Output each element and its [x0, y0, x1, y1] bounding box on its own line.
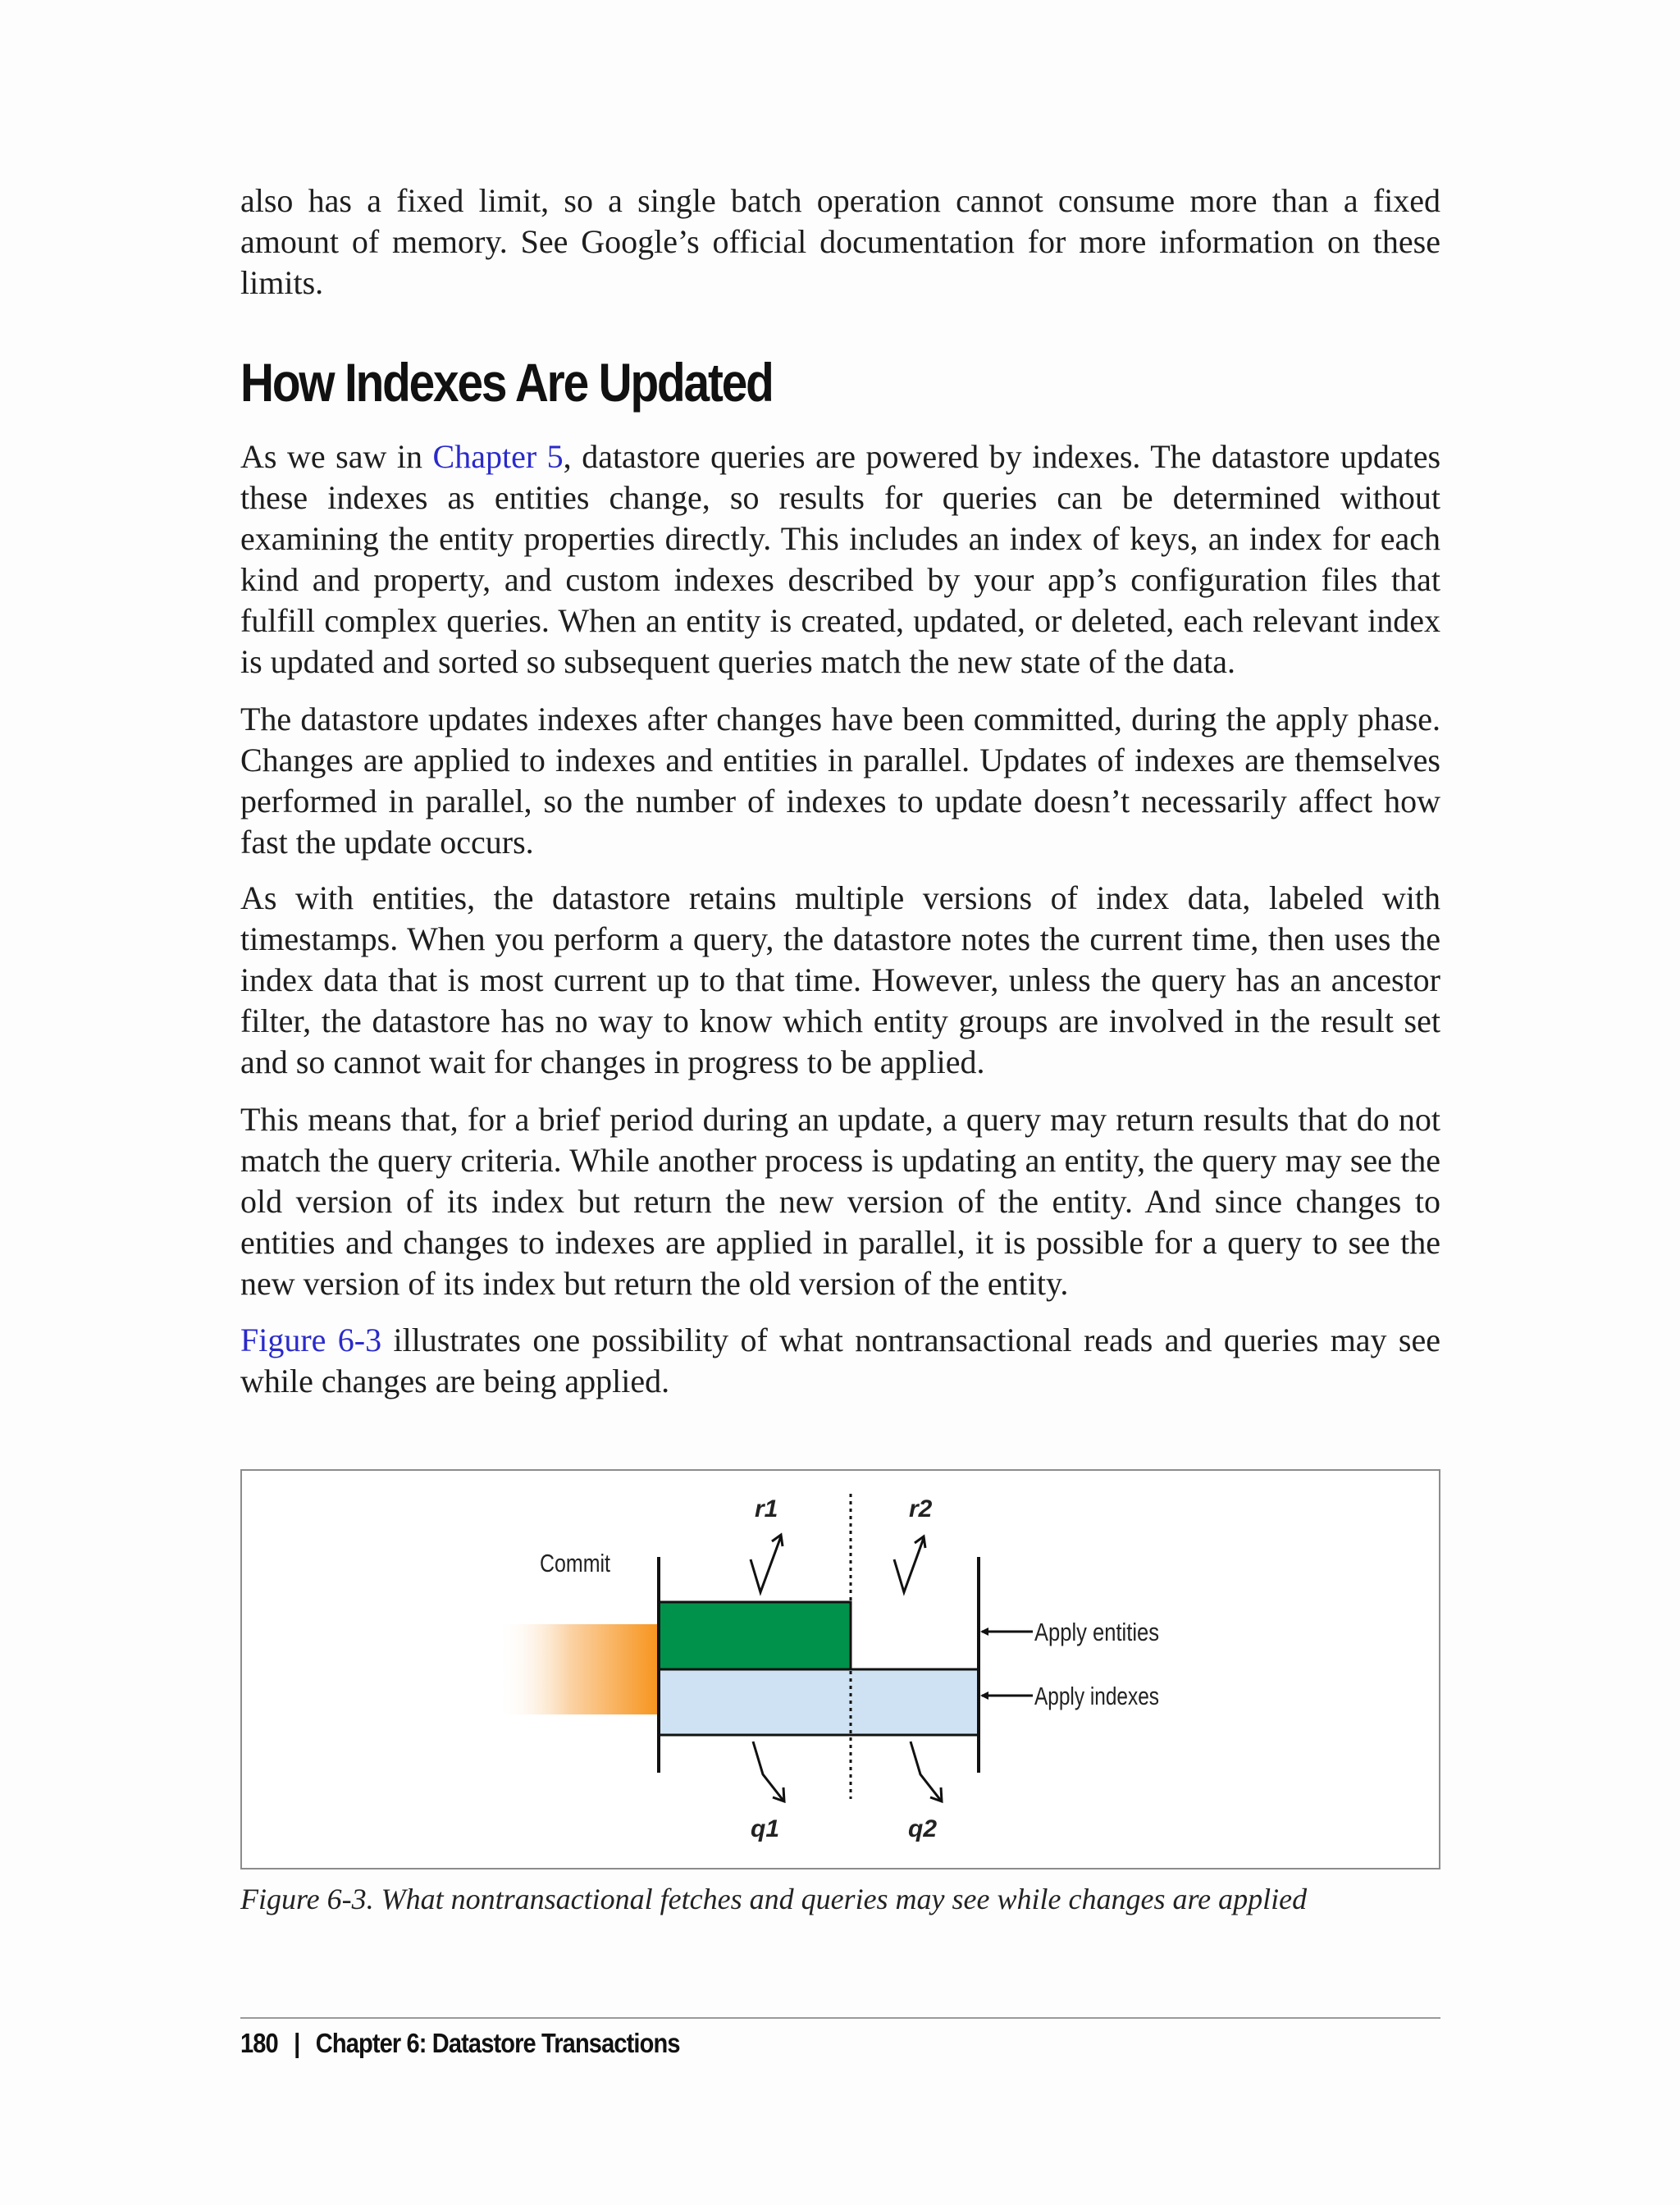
commit-gradient-bar [496, 1624, 659, 1714]
paragraph-versions: As with entities, the datastore retains multiple versions of index data, labeled with timestamps. When you perform a query, the datastore notes the current time, then uses the index data that is most current up to that time. However, unless the query has an ancestor filter, the datastore has no way to know which entity groups are involved in the result set and so cannot wait for changes in progress to be applied. [240, 879, 1440, 1080]
chapter-5-link[interactable]: Chapter 5 [432, 438, 564, 475]
paragraph-figure-ref [240, 1320, 1440, 1402]
r2-label: r2 [909, 1495, 933, 1522]
apply-indexes-label: Apply indexes [1034, 1682, 1159, 1710]
para5-rest: illustrates one possibility of what nontransactional reads and queries may see while changes are being applied. [240, 1322, 1440, 1399]
r1-read-arrow [751, 1536, 781, 1592]
apply-entities-bar [659, 1602, 851, 1669]
q1-query-arrow [753, 1742, 783, 1801]
footer-separator: | [294, 2028, 300, 2058]
paragraph-brief-period: This means that, for a brief period during an update, a query may return results that do not match the query criteria. While another process is updating an entity, the query may see the old version of its index but return the new version of the entity. And since changes to entities and changes to indexes are applied in parallel, it is possible for a query to see the new version of its index but return the old version of the entity. [240, 1101, 1440, 1302]
intro-paragraph: also has a fixed limit, so a single batch operation cannot consume more than a fixed amount of memory. See Google’s official documentation for more information on these limits. [240, 182, 1440, 301]
paragraph-apply-phase: The datastore updates indexes after changes have been committed, during the apply phase. Changes are applied to indexes and entities in parallel. Updates of indexes are themselves performed in parallel, so the number of indexes to update doesn’t necessarily affect how fast the update occurs. [240, 701, 1440, 861]
footer-divider [240, 2017, 1440, 2019]
r2-read-arrow [894, 1538, 924, 1592]
q2-query-arrow [911, 1742, 941, 1801]
section-heading: How Indexes Are Updated [240, 352, 773, 413]
page-footer [240, 2028, 680, 2059]
q2-label: q2 [908, 1815, 938, 1842]
figure-6-3-link[interactable]: Figure 6-3 [240, 1322, 382, 1358]
q1-label: q1 [751, 1815, 780, 1842]
apply-indexes-bar [659, 1669, 979, 1735]
footer-chapter-title: Chapter 6: Datastore Transactions [315, 2028, 680, 2058]
commit-label: Commit [540, 1549, 611, 1577]
figure-6-3 [240, 1469, 1440, 1869]
paragraph-indexes-intro [240, 436, 1440, 682]
figure-caption: Figure 6-3. What nontransactional fetches and queries may see while changes are applied [240, 1883, 1308, 1915]
transaction-diagram [242, 1471, 1442, 1871]
para1-lead: As we saw in [240, 438, 433, 475]
r1-label: r1 [755, 1495, 778, 1522]
page-number: 180 [240, 2028, 278, 2058]
para1-rest: , datastore queries are powered by indexes. The datastore updates these indexes as entities change, so results for queries can be determined without examining the entity properties directly. This includes an index of keys, an index for each kind and property, and custom indexes described by your app’s configuration files that fulfill complex queries. When an entity is created, updated, or deleted, each relevant index is updated and sorted so subsequent queries match the new state of the data. [240, 438, 1441, 680]
apply-entities-label: Apply entities [1034, 1618, 1159, 1646]
